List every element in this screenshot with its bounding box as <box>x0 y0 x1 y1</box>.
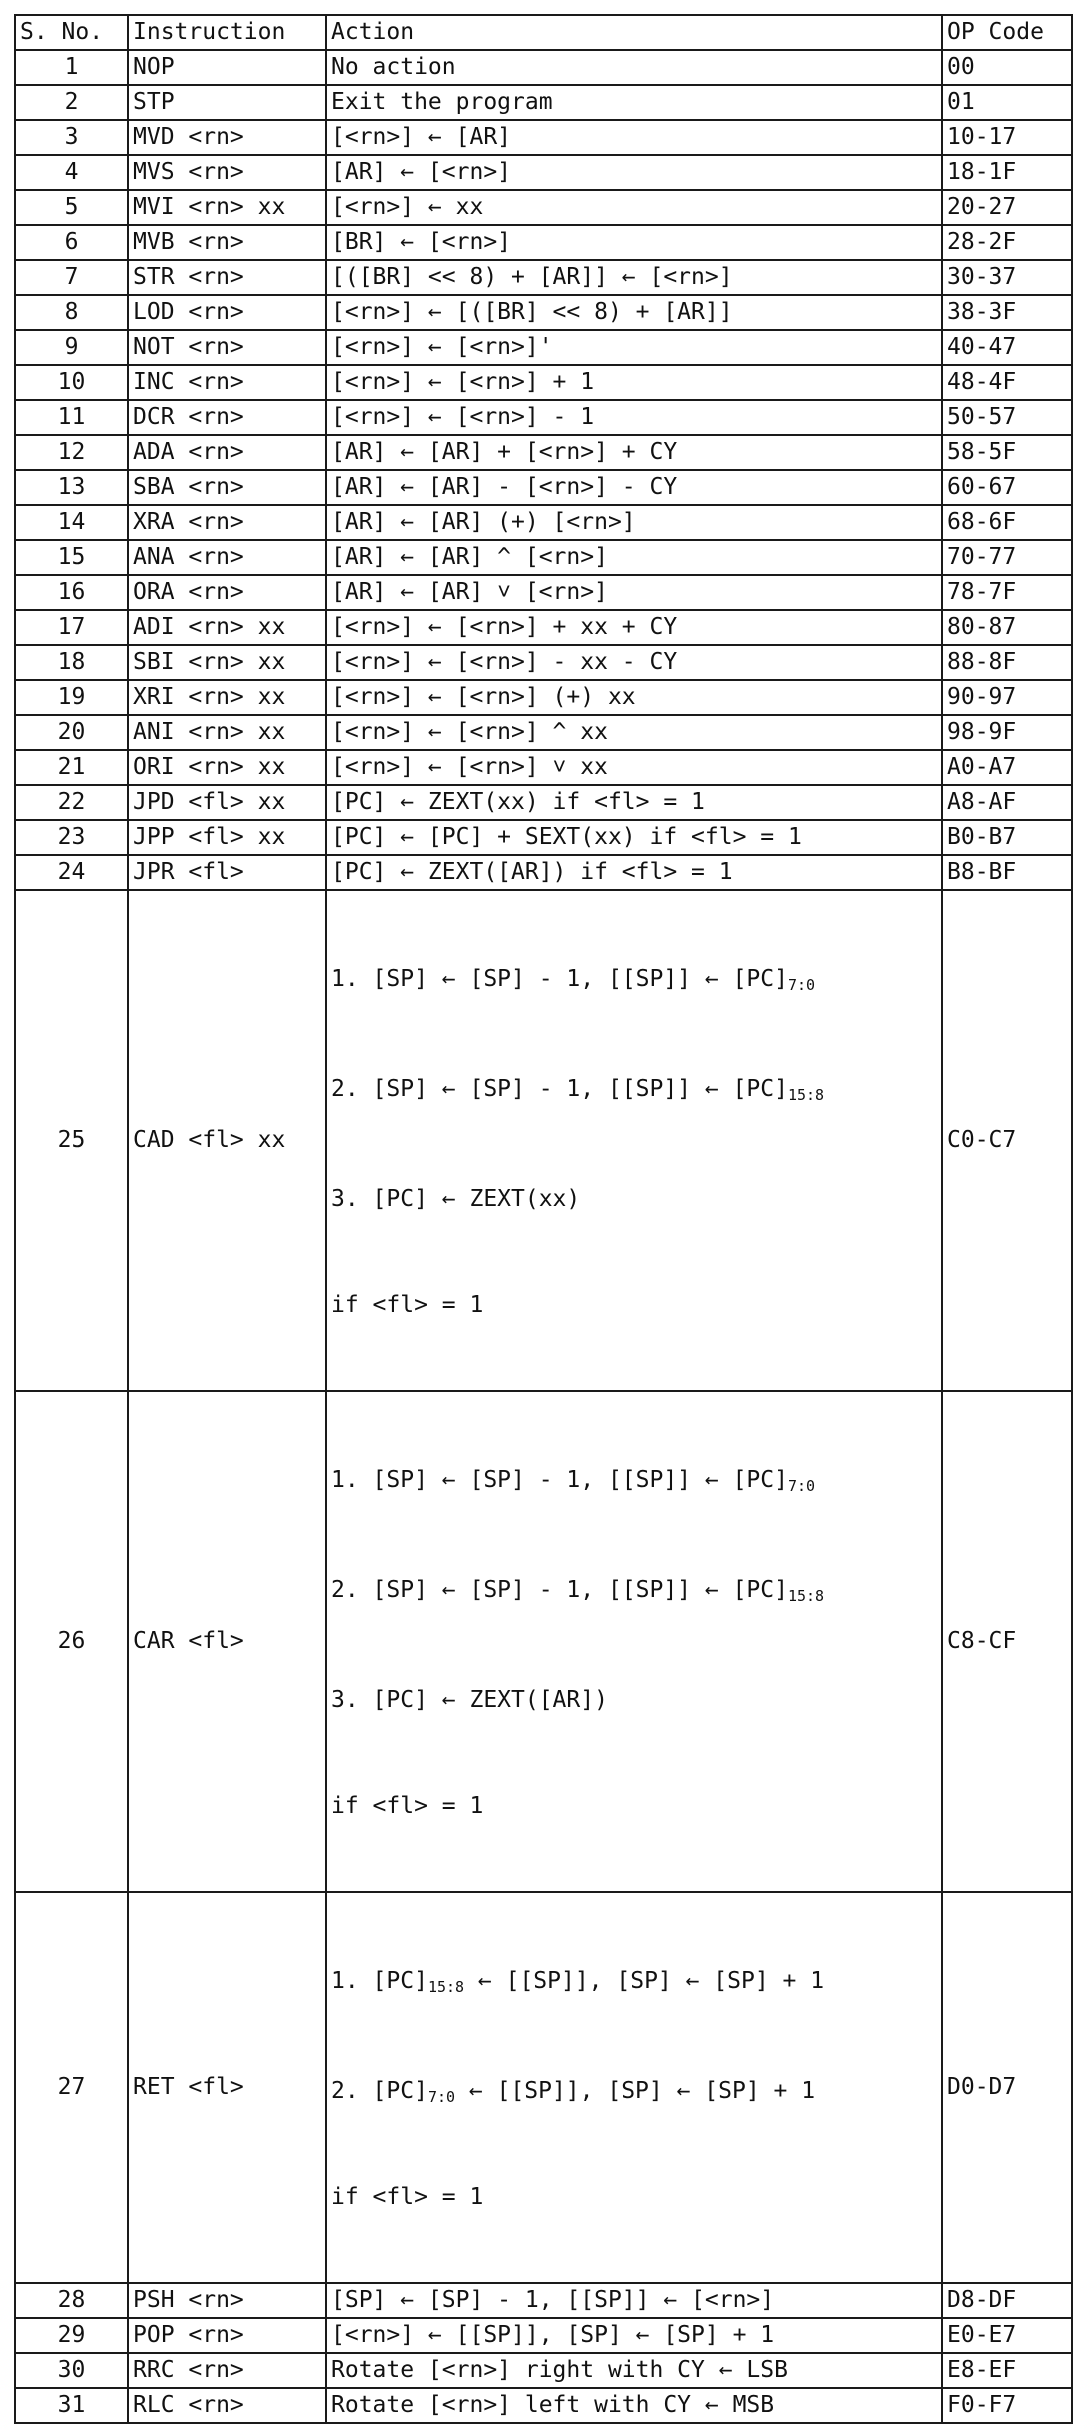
cell-sno: 30 <box>15 2353 128 2388</box>
table-row <box>15 575 1072 610</box>
cell-sno: 17 <box>15 610 128 645</box>
table-row <box>15 855 1072 890</box>
cell-sno: 13 <box>15 470 128 505</box>
action-step-text: 1. [PC] <box>331 1968 428 1994</box>
cell-opcode: D8-DF <box>942 2283 1072 2318</box>
table-row <box>15 1391 1072 1892</box>
table-row <box>15 365 1072 400</box>
cell-action <box>326 1391 942 1892</box>
cell-action: [AR] ← [AR] + [<rn>] + CY <box>326 435 942 470</box>
table-row <box>15 260 1072 295</box>
action-step-text: ← [[SP]], [SP] ← [SP] + 1 <box>455 2078 816 2104</box>
cell-instruction: ANA <rn> <box>128 540 326 575</box>
cell-action: [<rn>] ← [([BR] << 8) + [AR]] <box>326 295 942 330</box>
cell-sno: 12 <box>15 435 128 470</box>
cell-sno: 5 <box>15 190 128 225</box>
bit-range: 15:8 <box>427 1978 465 1996</box>
table-row <box>15 155 1072 190</box>
cell-opcode: 00 <box>942 50 1072 85</box>
cell-opcode: C0-C7 <box>942 890 1072 1391</box>
table-row <box>15 400 1072 435</box>
action-step-text: 2. [SP] ← [SP] - 1, [[SP]] ← [PC] <box>331 1577 788 1603</box>
action-step-text: 2. [SP] ← [SP] - 1, [[SP]] ← [PC] <box>331 1076 788 1102</box>
bit-range: 7:0 <box>787 1477 816 1495</box>
cell-action: [AR] ← [AR] ˅ [<rn>] <box>326 575 942 610</box>
table-row <box>15 435 1072 470</box>
cell-action: [SP] ← [SP] - 1, [[SP]] ← [<rn>] <box>326 2283 942 2318</box>
cell-opcode: B8-BF <box>942 855 1072 890</box>
cell-sno: 10 <box>15 365 128 400</box>
cell-instruction: ADA <rn> <box>128 435 326 470</box>
cell-instruction: JPP <fl> xx <box>128 820 326 855</box>
action-step-text: 1. [SP] ← [SP] - 1, [[SP]] ← [PC] <box>331 966 788 992</box>
cell-opcode: 80-87 <box>942 610 1072 645</box>
table-row <box>15 225 1072 260</box>
cell-opcode: 70-77 <box>942 540 1072 575</box>
cell-instruction: XRI <rn> xx <box>128 680 326 715</box>
cell-sno: 6 <box>15 225 128 260</box>
cell-instruction: SBI <rn> xx <box>128 645 326 680</box>
cell-instruction: MVB <rn> <box>128 225 326 260</box>
table-row <box>15 610 1072 645</box>
cell-sno: 26 <box>15 1391 128 1892</box>
action-condition: if <fl> = 1 <box>331 2184 484 2210</box>
cell-sno: 21 <box>15 750 128 785</box>
cell-opcode: C8-CF <box>942 1391 1072 1892</box>
cell-opcode: 10-17 <box>942 120 1072 155</box>
cell-action <box>326 890 942 1391</box>
cell-opcode: 30-37 <box>942 260 1072 295</box>
header-instruction: Instruction <box>128 15 326 50</box>
cell-opcode: E0-E7 <box>942 2318 1072 2353</box>
cell-action: [AR] ← [<rn>] <box>326 155 942 190</box>
cell-action: [PC] ← ZEXT([AR]) if <fl> = 1 <box>326 855 942 890</box>
table-row <box>15 120 1072 155</box>
action-step-text: 1. [SP] ← [SP] - 1, [[SP]] ← [PC] <box>331 1467 788 1493</box>
cell-instruction: SBA <rn> <box>128 470 326 505</box>
cell-sno: 7 <box>15 260 128 295</box>
instruction-set-table <box>14 14 1073 2424</box>
bit-range: 15:8 <box>787 1086 825 1104</box>
header-sno: S. No. <box>15 15 128 50</box>
cell-opcode: 68-6F <box>942 505 1072 540</box>
cell-opcode: F0-F7 <box>942 2388 1072 2423</box>
table-row <box>15 330 1072 365</box>
cell-instruction: MVD <rn> <box>128 120 326 155</box>
table-body-multi <box>15 890 1072 2283</box>
action-step: 3. [PC] ← ZEXT(xx) <box>331 1186 581 1212</box>
cell-opcode: 40-47 <box>942 330 1072 365</box>
cell-instruction: DCR <rn> <box>128 400 326 435</box>
table-body-end <box>15 2283 1072 2423</box>
cell-instruction: JPD <fl> xx <box>128 785 326 820</box>
cell-sno: 24 <box>15 855 128 890</box>
table-row <box>15 820 1072 855</box>
cell-action: [<rn>] ← [<rn>] ^ xx <box>326 715 942 750</box>
table-body <box>15 50 1072 890</box>
table-row <box>15 50 1072 85</box>
action-step-text: ← [[SP]], [SP] ← [SP] + 1 <box>464 1968 825 1994</box>
cell-opcode: 48-4F <box>942 365 1072 400</box>
cell-sno: 15 <box>15 540 128 575</box>
action-step <box>331 1959 937 2003</box>
action-condition: if <fl> = 1 <box>331 1292 484 1318</box>
cell-opcode: 28-2F <box>942 225 1072 260</box>
cell-action <box>326 1892 942 2283</box>
cell-instruction: ADI <rn> xx <box>128 610 326 645</box>
cell-opcode: 78-7F <box>942 575 1072 610</box>
cell-opcode: A8-AF <box>942 785 1072 820</box>
cell-action: [<rn>] ← [<rn>] + 1 <box>326 365 942 400</box>
table-row <box>15 295 1072 330</box>
cell-sno: 4 <box>15 155 128 190</box>
cell-instruction: INC <rn> <box>128 365 326 400</box>
header-opcode: OP Code <box>942 15 1072 50</box>
cell-instruction: CAR <fl> <box>128 1391 326 1892</box>
cell-instruction: NOP <box>128 50 326 85</box>
table-row <box>15 1892 1072 2283</box>
cell-sno: 31 <box>15 2388 128 2423</box>
action-step <box>331 957 937 1001</box>
cell-action: Exit the program <box>326 85 942 120</box>
cell-instruction: MVI <rn> xx <box>128 190 326 225</box>
cell-action: [<rn>] ← [<rn>] - 1 <box>326 400 942 435</box>
cell-sno: 14 <box>15 505 128 540</box>
cell-sno: 8 <box>15 295 128 330</box>
table-row <box>15 190 1072 225</box>
table-row <box>15 505 1072 540</box>
cell-sno: 16 <box>15 575 128 610</box>
cell-opcode: 98-9F <box>942 715 1072 750</box>
bit-range: 7:0 <box>427 2088 456 2106</box>
cell-sno: 18 <box>15 645 128 680</box>
table-row <box>15 2353 1072 2388</box>
cell-opcode: A0-A7 <box>942 750 1072 785</box>
cell-instruction: ANI <rn> xx <box>128 715 326 750</box>
cell-sno: 20 <box>15 715 128 750</box>
action-condition: if <fl> = 1 <box>331 1793 484 1819</box>
cell-sno: 23 <box>15 820 128 855</box>
table-row <box>15 680 1072 715</box>
cell-opcode: B0-B7 <box>942 820 1072 855</box>
table-row <box>15 85 1072 120</box>
cell-opcode: 18-1F <box>942 155 1072 190</box>
cell-opcode: 38-3F <box>942 295 1072 330</box>
action-step <box>331 2069 937 2113</box>
cell-action: [<rn>] ← [<rn>] (+) xx <box>326 680 942 715</box>
cell-opcode: 20-27 <box>942 190 1072 225</box>
cell-instruction: LOD <rn> <box>128 295 326 330</box>
cell-sno: 22 <box>15 785 128 820</box>
cell-instruction: RLC <rn> <box>128 2388 326 2423</box>
cell-sno: 27 <box>15 1892 128 2283</box>
cell-action: [<rn>] ← [<rn>] + xx + CY <box>326 610 942 645</box>
cell-action: [PC] ← [PC] + SEXT(xx) if <fl> = 1 <box>326 820 942 855</box>
action-step <box>331 1067 937 1111</box>
cell-action: [<rn>] ← [AR] <box>326 120 942 155</box>
cell-opcode: 01 <box>942 85 1072 120</box>
action-step: 3. [PC] ← ZEXT([AR]) <box>331 1687 608 1713</box>
cell-sno: 19 <box>15 680 128 715</box>
action-step <box>331 1458 937 1502</box>
cell-instruction: STR <rn> <box>128 260 326 295</box>
cell-action: [PC] ← ZEXT(xx) if <fl> = 1 <box>326 785 942 820</box>
cell-instruction: PSH <rn> <box>128 2283 326 2318</box>
table-row <box>15 715 1072 750</box>
cell-action: [<rn>] ← [[SP]], [SP] ← [SP] + 1 <box>326 2318 942 2353</box>
cell-instruction: CAD <fl> xx <box>128 890 326 1391</box>
cell-action: [([BR] << 8) + [AR]] ← [<rn>] <box>326 260 942 295</box>
table-row <box>15 750 1072 785</box>
table-row <box>15 540 1072 575</box>
cell-sno: 1 <box>15 50 128 85</box>
cell-action: [<rn>] ← [<rn>] ˅ xx <box>326 750 942 785</box>
table-row <box>15 645 1072 680</box>
table-row <box>15 2388 1072 2423</box>
cell-sno: 3 <box>15 120 128 155</box>
cell-action: No action <box>326 50 942 85</box>
cell-instruction: ORI <rn> xx <box>128 750 326 785</box>
cell-opcode: 90-97 <box>942 680 1072 715</box>
table-row <box>15 470 1072 505</box>
cell-action: Rotate [<rn>] right with CY ← LSB <box>326 2353 942 2388</box>
cell-instruction: STP <box>128 85 326 120</box>
cell-instruction: ORA <rn> <box>128 575 326 610</box>
bit-range: 15:8 <box>787 1587 825 1605</box>
cell-action: [BR] ← [<rn>] <box>326 225 942 260</box>
cell-instruction: RRC <rn> <box>128 2353 326 2388</box>
cell-instruction: JPR <fl> <box>128 855 326 890</box>
cell-sno: 9 <box>15 330 128 365</box>
header-row <box>15 15 1072 50</box>
cell-instruction: POP <rn> <box>128 2318 326 2353</box>
cell-opcode: 50-57 <box>942 400 1072 435</box>
table-row <box>15 890 1072 1391</box>
cell-opcode: E8-EF <box>942 2353 1072 2388</box>
action-step <box>331 1568 937 1612</box>
cell-action: [AR] ← [AR] ^ [<rn>] <box>326 540 942 575</box>
cell-action: [<rn>] ← xx <box>326 190 942 225</box>
cell-opcode: 58-5F <box>942 435 1072 470</box>
cell-sno: 2 <box>15 85 128 120</box>
action-step-text: 2. [PC] <box>331 2078 428 2104</box>
cell-action: [<rn>] ← [<rn>] - xx - CY <box>326 645 942 680</box>
table-row <box>15 785 1072 820</box>
cell-instruction: MVS <rn> <box>128 155 326 190</box>
cell-action: [AR] ← [AR] - [<rn>] - CY <box>326 470 942 505</box>
cell-opcode: 88-8F <box>942 645 1072 680</box>
cell-sno: 28 <box>15 2283 128 2318</box>
cell-opcode: 60-67 <box>942 470 1072 505</box>
cell-action: [<rn>] ← [<rn>]' <box>326 330 942 365</box>
cell-action: Rotate [<rn>] left with CY ← MSB <box>326 2388 942 2423</box>
bit-range: 7:0 <box>787 976 816 994</box>
cell-opcode: D0-D7 <box>942 1892 1072 2283</box>
cell-action: [AR] ← [AR] (+) [<rn>] <box>326 505 942 540</box>
table-row <box>15 2283 1072 2318</box>
cell-sno: 29 <box>15 2318 128 2353</box>
cell-sno: 11 <box>15 400 128 435</box>
cell-instruction: RET <fl> <box>128 1892 326 2283</box>
cell-instruction: NOT <rn> <box>128 330 326 365</box>
cell-sno: 25 <box>15 890 128 1391</box>
table-row <box>15 2318 1072 2353</box>
header-action: Action <box>326 15 942 50</box>
cell-instruction: XRA <rn> <box>128 505 326 540</box>
